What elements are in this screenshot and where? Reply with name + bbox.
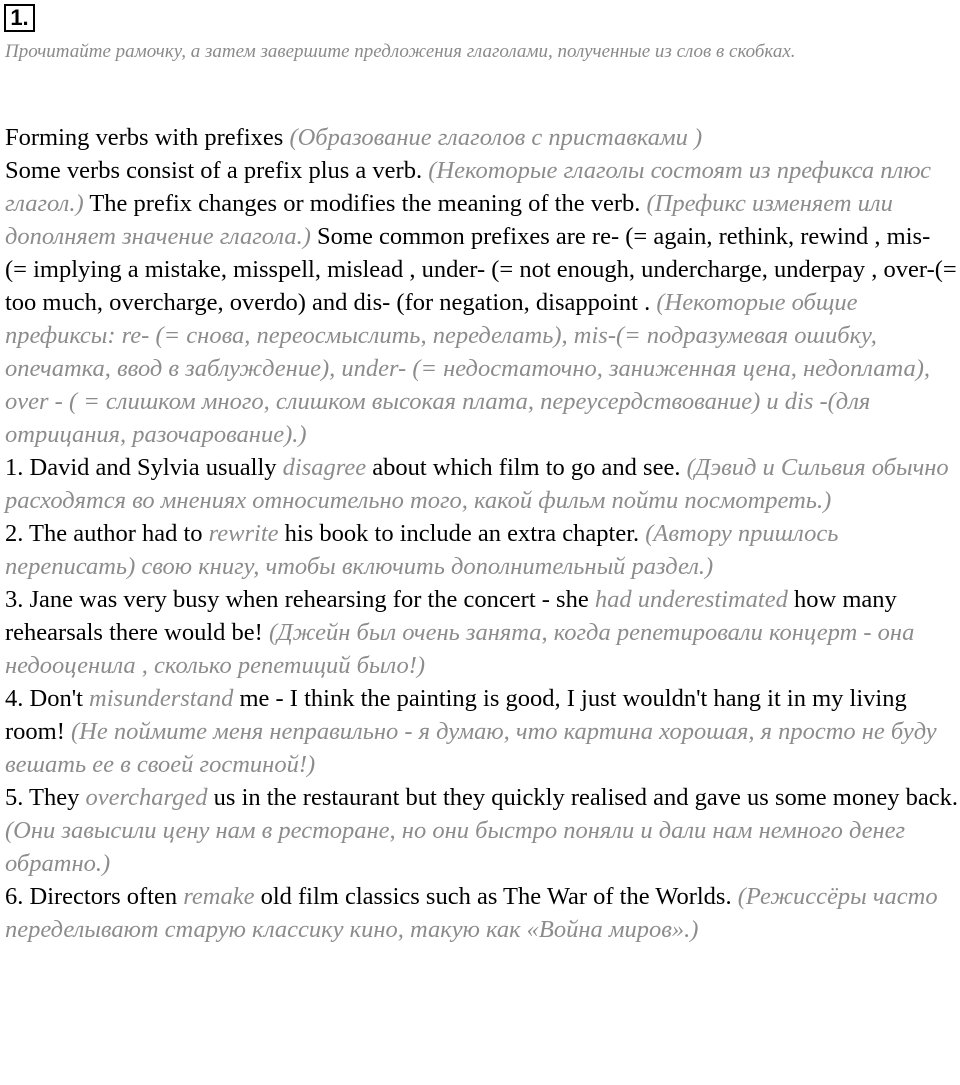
rule-box <box>5 121 958 451</box>
item-answer: remake <box>183 883 255 910</box>
item-text-after: old film classics such as The War of the Worlds. <box>260 883 732 910</box>
item-text-after: about which film to go and see. <box>372 454 681 481</box>
item-answer: overcharged <box>85 784 208 811</box>
rule-title-translation: (Образование глаголов с приставками ) <box>289 124 703 151</box>
task-number-badge: 1. <box>4 4 35 32</box>
exercise-item-4 <box>5 682 958 781</box>
exercise-item-5 <box>5 781 958 880</box>
item-text-before: 1. David and Sylvia usually <box>5 454 277 481</box>
exercise-content <box>5 121 958 946</box>
rule-sentence-3-translation: (Некоторые общие префиксы: re- (= снова, переосмыслить, переделать), mis-(= подразумевая ошибку, опечатка, ввод в заблуждение), under- (= недостаточно, заниженная цена, недоплата), over - ( = слишком много, слишком высокая плата, переусердствование) и dis -(для отрицания, разочарование).) <box>5 289 931 448</box>
item-text-before: 3. Jane was very busy when rehearsing for the concert - she <box>5 586 589 613</box>
item-text-after: how many rehearsals there would be! <box>5 586 897 646</box>
task-instruction: Прочитайте рамочку, а затем завершите предложения глаголами, полученные из слов в скобках. <box>5 41 796 62</box>
item-translation: (Автору пришлось переписать) свою книгу, чтобы включить дополнительный раздел.) <box>5 520 839 580</box>
item-text-after: us in the restaurant but they quickly realised and gave us some money back. <box>213 784 958 811</box>
item-answer: had underestimated <box>594 586 788 613</box>
exercise-item-6 <box>5 880 958 946</box>
item-text-before: 2. The author had to <box>5 520 203 547</box>
item-answer: rewrite <box>208 520 279 547</box>
rule-title: Forming verbs with prefixes <box>5 124 284 151</box>
item-text-after: his book to include an extra chapter. <box>284 520 640 547</box>
item-text-after: me - I think the painting is good, I just wouldn't hang it in my living room! <box>5 685 907 745</box>
item-text-before: 5. They <box>5 784 80 811</box>
item-answer: disagree <box>282 454 367 481</box>
item-text-before: 4. Don't <box>5 685 83 712</box>
rule-sentence-1-translation: (Некоторые глаголы состоят из префикса плюс глагол.) <box>5 157 932 217</box>
rule-sentence-2-translation: (Префикс изменяет или дополняет значение глагола.) <box>5 190 893 250</box>
exercise-item-1 <box>5 451 958 517</box>
item-text-before: 6. Directors often <box>5 883 178 910</box>
rule-sentence-1: Some verbs consist of a prefix plus a verb. <box>5 157 423 184</box>
item-translation: (Они завысили цену нам в ресторане, но они быстро поняли и дали нам немного денег обратно.) <box>5 817 906 877</box>
item-translation: (Режиссёры часто переделывают старую классику кино, такую как «Война миров».) <box>5 883 938 943</box>
exercise-item-3 <box>5 583 958 682</box>
rule-sentence-3: Some common prefixes are re- (= again, rethink, rewind , mis- (= implying a mistake, misspell, mislead , under- (= not enough, undercharge, underpay , over-(= too much, overcharge, overdo) and dis- (for negation, disappoint . <box>5 223 957 316</box>
item-answer: misunderstand <box>89 685 234 712</box>
item-translation: (Дэвид и Сильвия обычно расходятся во мнениях относительно того, какой фильм пойти посмотреть.) <box>5 454 949 514</box>
item-translation: (Джейн был очень занята, когда репетировали концерт - она недооценила , сколько репетиций было!) <box>5 619 915 679</box>
rule-sentence-2: The prefix changes or modifies the meaning of the verb. <box>89 190 641 217</box>
exercise-item-2 <box>5 517 958 583</box>
item-translation: (Не поймите меня неправильно - я думаю, что картина хорошая, я просто не буду вешать ее в своей гостиной!) <box>5 718 937 778</box>
